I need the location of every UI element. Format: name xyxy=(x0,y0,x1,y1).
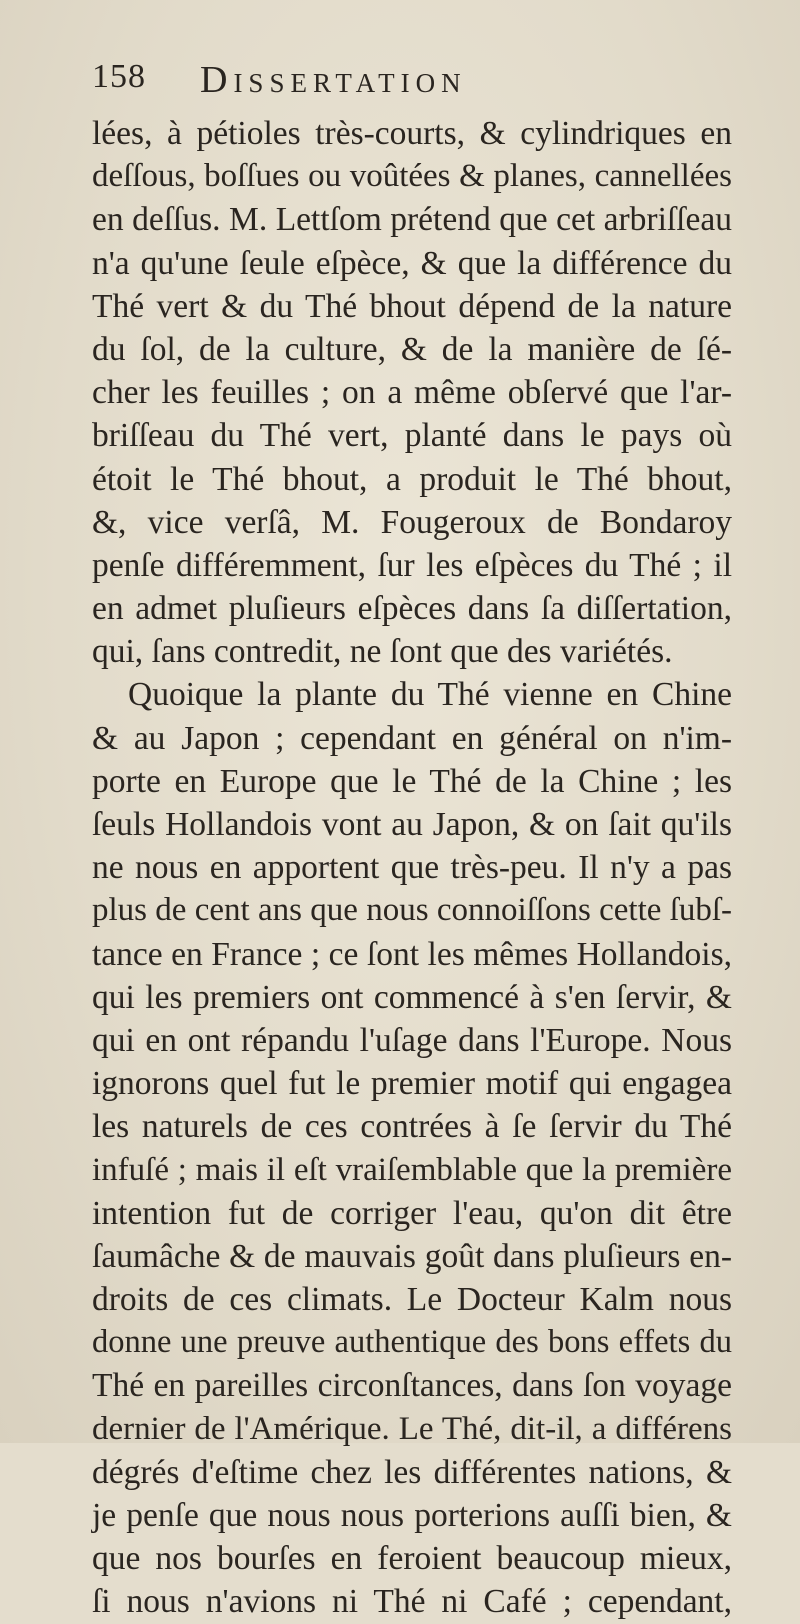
text-line: & au Japon ; cependant en général on n'im- xyxy=(92,719,732,757)
body-text xyxy=(92,112,732,1624)
text-line: cher les feuilles ; on a même obſervé que l'ar- xyxy=(92,374,732,412)
text-line: les naturels de ces contrées à ſe ſervir du Thé xyxy=(92,1108,732,1146)
text-line: droits de ces climats. Le Docteur Kalm nous xyxy=(92,1281,732,1319)
text-line: tance en France ; ce ſont les mêmes Hollandois, xyxy=(92,935,732,973)
text-line: plus de cent ans que nous connoiſſons cette ſubſ- xyxy=(92,892,732,929)
text-line: penſe différemment, ſur les eſpèces du Thé ; il xyxy=(92,546,732,584)
text-line: intention fut de corriger l'eau, qu'on dit être xyxy=(92,1194,732,1232)
text-line: qui les premiers ont commencé à s'en ſervir, & xyxy=(92,978,732,1016)
text-line: du ſol, de la culture, & de la manière de ſé- xyxy=(92,330,732,368)
text-line: ſaumâche & de mauvais goût dans pluſieurs en- xyxy=(92,1237,732,1275)
text-line: ignorons quel fut le premier motif qui engagea xyxy=(92,1065,732,1103)
text-line: ne nous en apportent que très-peu. Il n'y a pas xyxy=(92,849,732,887)
text-line: qui, ſans contredit, ne ſont que des variétés. xyxy=(92,633,673,671)
text-line: donne une preuve authentique des bons effets du xyxy=(92,1324,732,1361)
text-line: ſi nous n'avions ni Thé ni Café ; cependant, xyxy=(92,1583,732,1621)
text-line: ſeuls Hollandois vont au Japon, & on ſait qu'ils xyxy=(92,806,732,843)
text-line: en deſſus. M. Lettſom prétend que cet arbriſſeau xyxy=(92,201,732,239)
text-line: je penſe que nous nous porterions auſſi bien, & xyxy=(92,1497,732,1534)
text-line: Thé en pareilles circonſtances, dans ſon voyage xyxy=(92,1367,732,1405)
text-line: deſſous, boſſues ou voûtées & planes, cannellées xyxy=(92,158,732,195)
text-line: &, vice verſâ, M. Fougeroux de Bondaroy xyxy=(92,503,732,541)
text-line: Quoique la plante du Thé vienne en Chine xyxy=(128,676,732,714)
text-line: briſſeau du Thé vert, planté dans le pays où xyxy=(92,417,732,455)
text-line: en admet pluſieurs eſpèces dans ſa diſſertation, xyxy=(92,590,732,628)
text-line: lées, à pétioles très-courts, & cylindriques en xyxy=(92,115,732,152)
text-line: dégrés d'eſtime chez les différentes nations, & xyxy=(92,1453,732,1491)
text-line: Thé vert & du Thé bhout dépend de la nature xyxy=(92,287,732,325)
text-line: que nos bourſes en feroient beaucoup mieux, xyxy=(92,1540,732,1578)
text-line: infuſé ; mais il eſt vraiſemblable que la première xyxy=(92,1151,732,1188)
text-line: porte en Europe que le Thé de la Chine ; les xyxy=(92,762,732,800)
text-line: étoit le Thé bhout, a produit le Thé bhout, xyxy=(92,460,732,498)
text-line: n'a qu'une ſeule eſpèce, & que la différence du xyxy=(92,244,732,282)
page-header xyxy=(92,58,712,118)
running-head: Dissertation xyxy=(200,59,467,101)
text-line: qui en ont répandu l'uſage dans l'Europe. Nous xyxy=(92,1021,732,1059)
text-line: dernier de l'Amérique. Le Thé, dit-il, a différens xyxy=(92,1410,732,1447)
page-number: 158 xyxy=(92,58,146,95)
